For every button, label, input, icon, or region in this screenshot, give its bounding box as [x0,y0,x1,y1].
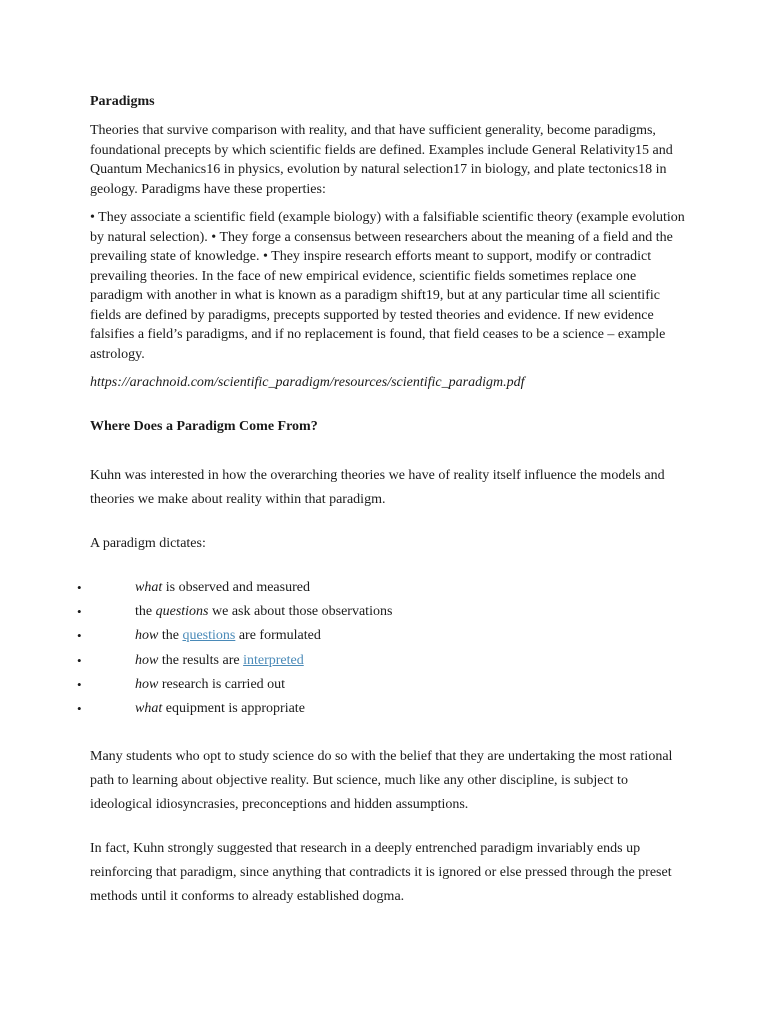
paradigms-properties-paragraph: • They associate a scientific field (example biology) with a falsifiable scientific theory (example evolution by natural selection). • They forge a consensus between researchers about the meaning of a field and the prevailing state of knowledge. • They inspire research efforts meant to support, modify or contradict prevailing theories. In the face of new empirical evidence, scientific fields sometimes replace one paradigm with another in what is known as a paradigm shift19, but at any particular time all scientific fields are defined by paradigms, precepts supported by tested theories and evidence. If new evidence falsifies a field’s paradigms, and if no replacement is found, that field ceases to be a science – example astrology. [90,210,685,362]
list-item-text: we ask about those observations [208,604,393,620]
list-item [77,600,688,624]
source-url: https://arachnoid.com/scientific_paradigm/resources/scientific_paradigm.pdf [90,375,525,390]
list-item [77,673,688,697]
students-paragraph: Many students who opt to study science do so with the belief that they are undertaking the most rational path to learning about objective reality. But science, much like any other discipline, is subject to ideological idiosyncrasies, preconceptions and hidden assumptions. [90,749,673,813]
list-item-emphasis: questions [155,604,209,620]
dictates-list [77,576,688,721]
bullet-icon: • [77,676,82,692]
list-item-text: the [158,628,183,644]
list-item-emphasis: how [135,652,159,668]
kuhn-paragraph: Kuhn was interested in how the overarching theories we have of reality itself influence the models and theories we make about reality within that paradigm. [90,468,665,507]
list-item [77,697,688,721]
section-heading-origin: Where Does a Paradigm Come From? [90,419,318,434]
list-item-text: equipment is appropriate [162,701,305,717]
list-item-text: are formulated [235,628,321,644]
bullet-icon: • [77,628,82,644]
list-item-text: the [135,604,156,620]
paradigms-intro-paragraph: Theories that survive comparison with reality, and that have sufficient generality, become paradigms, foundational precepts by which scientific fields are defined. Examples include General Relativity15 and Quantum Mechanics16 in physics, evolution by natural selection17 in biology, and plate tectonics18 in geology. Paradigms have these properties: [90,123,673,197]
bullet-icon: • [77,652,82,668]
list-item-emphasis: how [135,628,159,644]
list-item [77,576,688,600]
bullet-icon: • [77,580,82,595]
bullet-icon: • [77,604,82,620]
list-item-emphasis: what [135,580,163,595]
list-item [77,624,688,648]
list-item-text: is observed and measured [162,580,310,595]
bullet-icon: • [77,701,82,717]
list-item [77,649,688,673]
questions-link[interactable]: questions [182,628,236,644]
interpreted-link[interactable]: interpreted [243,652,304,668]
dictates-paragraph: A paradigm dictates: [90,536,206,551]
list-item-text: research is carried out [158,676,286,692]
list-item-emphasis: how [135,676,159,692]
kuhn-conclusion-paragraph: In fact, Kuhn strongly suggested that research in a deeply entrenched paradigm invariably ends up reinforcing that paradigm, since anything that contradicts it is ignored or else pressed through the preset methods until it conforms to already established dogma. [90,841,672,905]
list-item-emphasis: what [135,701,163,717]
list-item-text: the results are [158,652,244,668]
section-heading-paradigms: Paradigms [90,94,155,109]
